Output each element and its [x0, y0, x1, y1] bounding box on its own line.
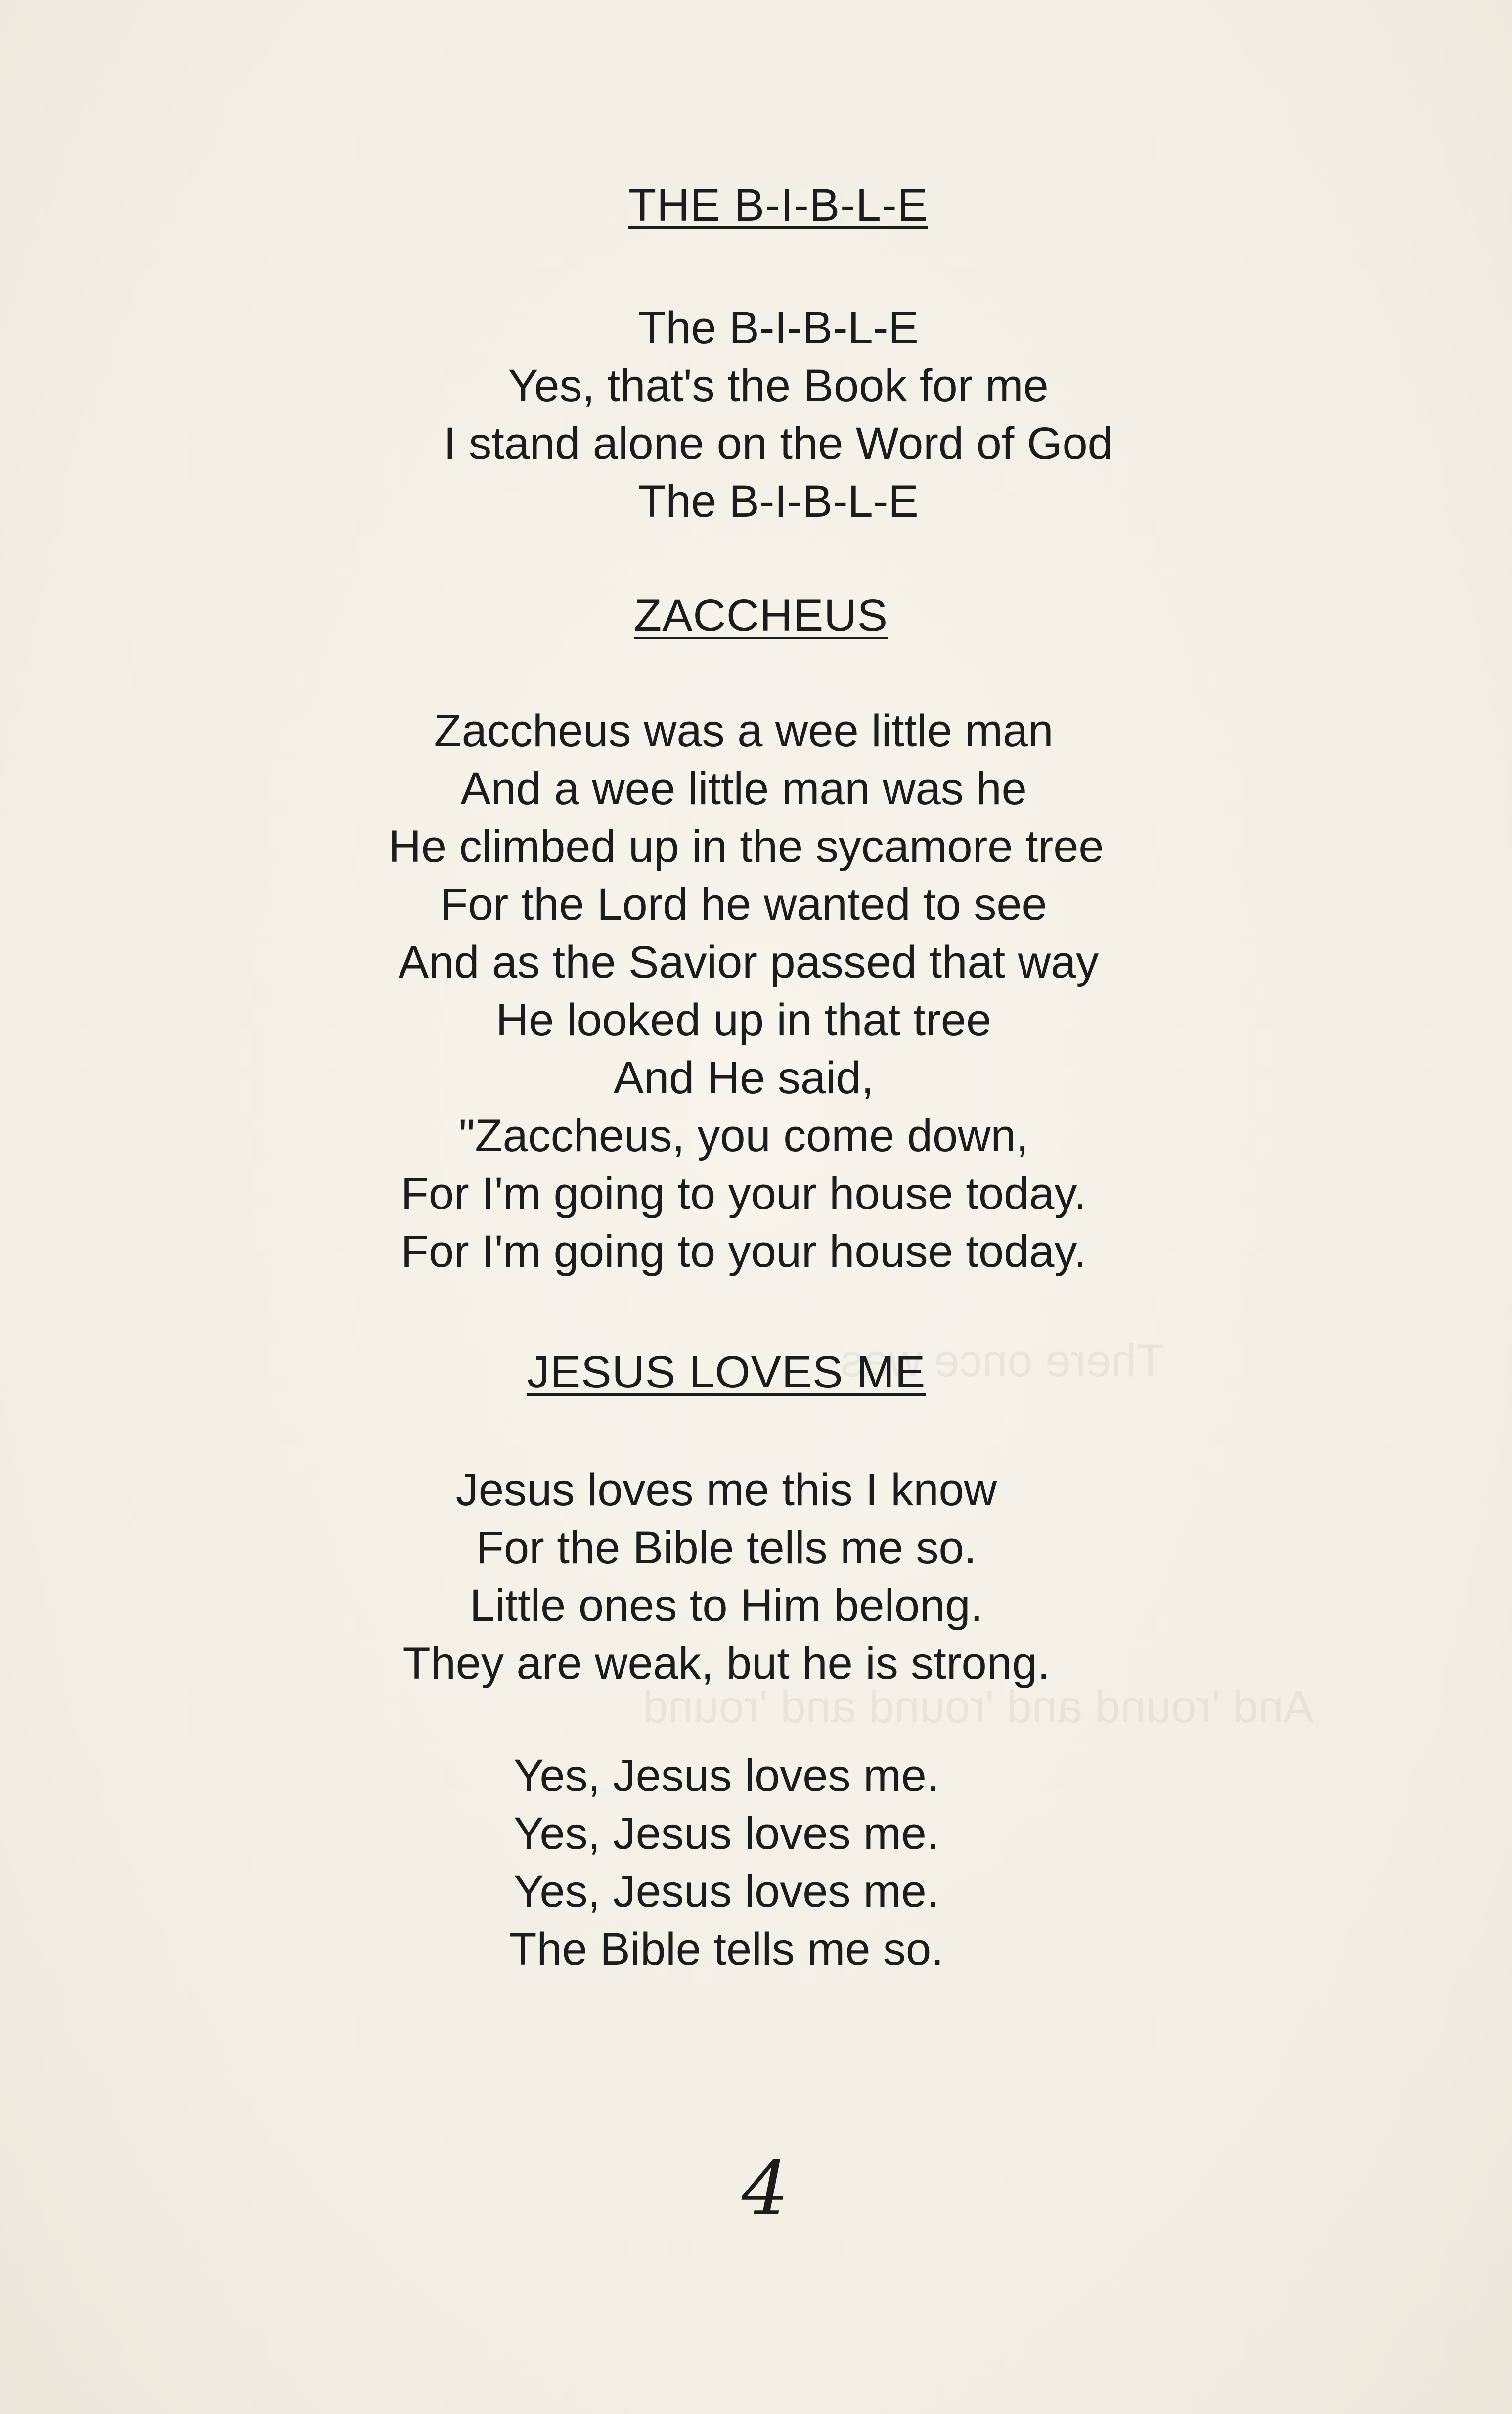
lyric-line: And a wee little man was he	[460, 763, 1027, 814]
lyric-line: Yes, that's the Book for me	[508, 360, 1049, 411]
song-jesus-loves-me	[0, 1345, 1512, 1978]
lyric-line: Yes, Jesus loves me.	[513, 1866, 939, 1917]
lyric-line: "Zaccheus, you come down,	[458, 1111, 1029, 1162]
lyric-line: And as the Savior passed that way	[398, 937, 1099, 988]
lyric-line: He climbed up in the sycamore tree	[388, 821, 1104, 872]
song-the-bible	[0, 178, 1512, 531]
lyric-line: He looked up in that tree	[495, 995, 992, 1046]
song-title: THE B-I-B-L-E	[628, 180, 928, 230]
lyric-line: They are weak, but he is strong.	[402, 1638, 1050, 1689]
lyric-line: And He said,	[613, 1053, 874, 1104]
lyric-line: Yes, Jesus loves me.	[513, 1750, 939, 1801]
lyric-line: The Bible tells me so.	[509, 1924, 944, 1975]
lyric-line: The B-I-B-L-E	[638, 476, 919, 527]
lyric-line: I stand alone on the Word of God	[444, 418, 1113, 469]
bleed-through-text: And 'round and 'round and 'round	[643, 1682, 1314, 1732]
song-title: JESUS LOVES ME	[527, 1347, 926, 1397]
song-zaccheus	[0, 588, 1512, 1281]
song-title: ZACCHEUS	[633, 590, 889, 641]
lyric-line: The B-I-B-L-E	[638, 303, 919, 354]
lyric-line: Jesus loves me this I know	[455, 1465, 997, 1516]
lyric-line: For the Bible tells me so.	[476, 1522, 977, 1573]
bleed-through-text: There once was	[841, 1336, 1164, 1386]
lyric-line: For I'm going to your house today.	[400, 1168, 1087, 1219]
lyric-line: For I'm going to your house today.	[400, 1226, 1087, 1277]
lyric-line: Zaccheus was a wee little man	[434, 706, 1054, 757]
lyric-line: Little ones to Him belong.	[469, 1580, 983, 1631]
lyric-line: Yes, Jesus loves me.	[513, 1808, 939, 1859]
lyric-line: For the Lord he wanted to see	[440, 879, 1047, 930]
page-number: 4	[742, 2146, 789, 2232]
